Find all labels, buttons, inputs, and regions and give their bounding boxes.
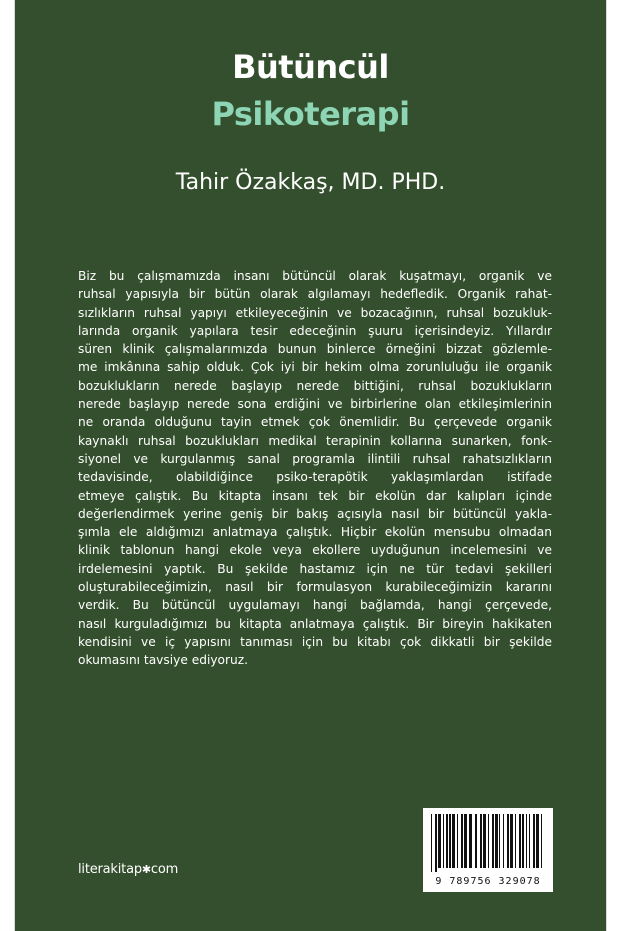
publisher-logo bbox=[78, 862, 178, 877]
blurb-line: sızlıkların ruhsal yapıyı etkileyeceğinin ve bozacağının, ruhsal bozukluk- bbox=[78, 305, 552, 320]
star-icon: ✱ bbox=[141, 863, 151, 876]
blurb-line: irdelemesini yaptık. Bu şekilde hastamız için ne tür tedavi şekilleri bbox=[78, 561, 552, 576]
barcode-bar bbox=[443, 814, 444, 868]
barcode-bar bbox=[515, 814, 516, 868]
barcode-bar bbox=[526, 814, 527, 868]
blurb-line: nasıl kurguladığımızı bu kitapta anlatmaya çalıştık. Bir bireyin hakikaten bbox=[78, 616, 552, 631]
barcode-bar bbox=[480, 814, 482, 868]
barcode-bar bbox=[488, 814, 489, 868]
barcode-bar bbox=[461, 814, 463, 868]
blurb-line: kendisini ve iç yapısını tanıması için bu kitabı çok dikkatli bir şekilde bbox=[78, 634, 552, 649]
barcode-bar bbox=[475, 814, 477, 868]
blurb-line: bozuklukların nerede başlayıp nerede bittiğini, ruhsal bozuklukların bbox=[78, 378, 552, 393]
blurb-line: larında organik yapılara tesir edeceğinin şuuru içerisindeyiz. Yıllardır bbox=[78, 323, 552, 338]
blurb-line: kaynaklı ruhsal bozuklukları medikal terapinin kollarına sunarken, fonk- bbox=[78, 433, 552, 448]
barcode-bar bbox=[522, 814, 524, 868]
barcode-bar bbox=[435, 814, 437, 872]
blurb-line: değerlendirmek yerine geniş bir bakış açısıyla nasıl bir bütüncül yakla- bbox=[78, 506, 552, 521]
blurb-line: süren klinik çalışmalarımızda bunun binlerce örneğini bizzat gözlemle- bbox=[78, 342, 552, 357]
blurb-line: tedavisinde, olabildiğince psiko-terapötik yaklaşımlardan istifade bbox=[78, 470, 552, 485]
barcode-bar bbox=[457, 814, 458, 868]
publisher-name-prefix: literakitap bbox=[78, 862, 142, 877]
blurb-line: Biz bu çalışmamızda insanı bütüncül olarak kuşatmayı, organik ve bbox=[78, 269, 552, 283]
barcode-digits: 9 789756 329078 bbox=[435, 876, 541, 887]
blurb-line: şımla ele aldığımızı anlatmaya çalıştık. Hiçbir ekolün mensubu olmadan bbox=[78, 525, 552, 540]
barcode-bar bbox=[541, 814, 542, 868]
barcode-bars bbox=[429, 814, 547, 872]
book-title-line-2: Psikoterapi bbox=[211, 95, 410, 133]
blurb-text bbox=[78, 267, 552, 670]
barcode-bar bbox=[492, 814, 494, 868]
barcode-bar bbox=[519, 814, 521, 868]
blurb-line: okumasını tavsiye ediyoruz. bbox=[78, 653, 248, 668]
barcode-bar bbox=[469, 814, 472, 868]
barcode-bar bbox=[533, 814, 535, 868]
book-title-line-1: Bütüncül bbox=[232, 48, 389, 86]
barcode-bar bbox=[431, 814, 432, 872]
blurb-line: ruhsal yapısıyla bir bütün olarak algılamayı hedefledik. Organik rahat- bbox=[78, 287, 552, 302]
blurb-line: etmeye çalıştık. Bu kitapta insanı tek bir ekolün dar kalıpları içinde bbox=[78, 488, 552, 503]
isbn-barcode bbox=[423, 808, 553, 892]
blurb-line: me imkânına sahip olduk. Çok iyi bir hekim olma zorunluluğu ile organik bbox=[78, 360, 552, 375]
publisher-name-suffix: com bbox=[150, 862, 179, 877]
barcode-bar bbox=[503, 814, 504, 868]
blurb-line: ne oranda olduğunu tayin etmek çok önemlidir. Bu çerçevede organik bbox=[78, 415, 552, 430]
blurb-line: siyonel ve kurgulanmış sanal programla ilintili ruhsal rahatsızlıkların bbox=[78, 451, 552, 466]
blurb-line: oluşturabileceğimizin, nasıl bir formulasyon kurabileceğimizin kararını bbox=[78, 580, 552, 595]
barcode-bar bbox=[446, 814, 448, 868]
barcode-bar bbox=[510, 814, 513, 868]
barcode-bar bbox=[464, 814, 467, 868]
barcode-bar bbox=[495, 814, 498, 868]
back-cover bbox=[14, 0, 607, 931]
barcode-bar bbox=[499, 814, 500, 868]
barcode-bar bbox=[536, 814, 539, 868]
barcode-bar bbox=[483, 814, 486, 868]
barcode-bar bbox=[449, 814, 451, 868]
barcode-bar bbox=[529, 814, 530, 868]
blurb-line: nerede başlayıp nerede sona erdiğini ve birbirlerine olan etkileşimlerinin bbox=[78, 397, 552, 412]
author-name: Tahir Özakkaş, MD. PHD. bbox=[175, 170, 446, 195]
barcode-bar bbox=[452, 814, 455, 868]
barcode-bar bbox=[438, 814, 441, 868]
blurb-line: verdik. Bu bütüncül uygulamayı hangi bağlamda, hangi çerçevede, bbox=[78, 598, 552, 613]
blurb-line: klinik tablonun hangi ekole veya ekollere uyduğunun incelemesini ve bbox=[78, 543, 552, 558]
barcode-bar bbox=[507, 814, 509, 868]
